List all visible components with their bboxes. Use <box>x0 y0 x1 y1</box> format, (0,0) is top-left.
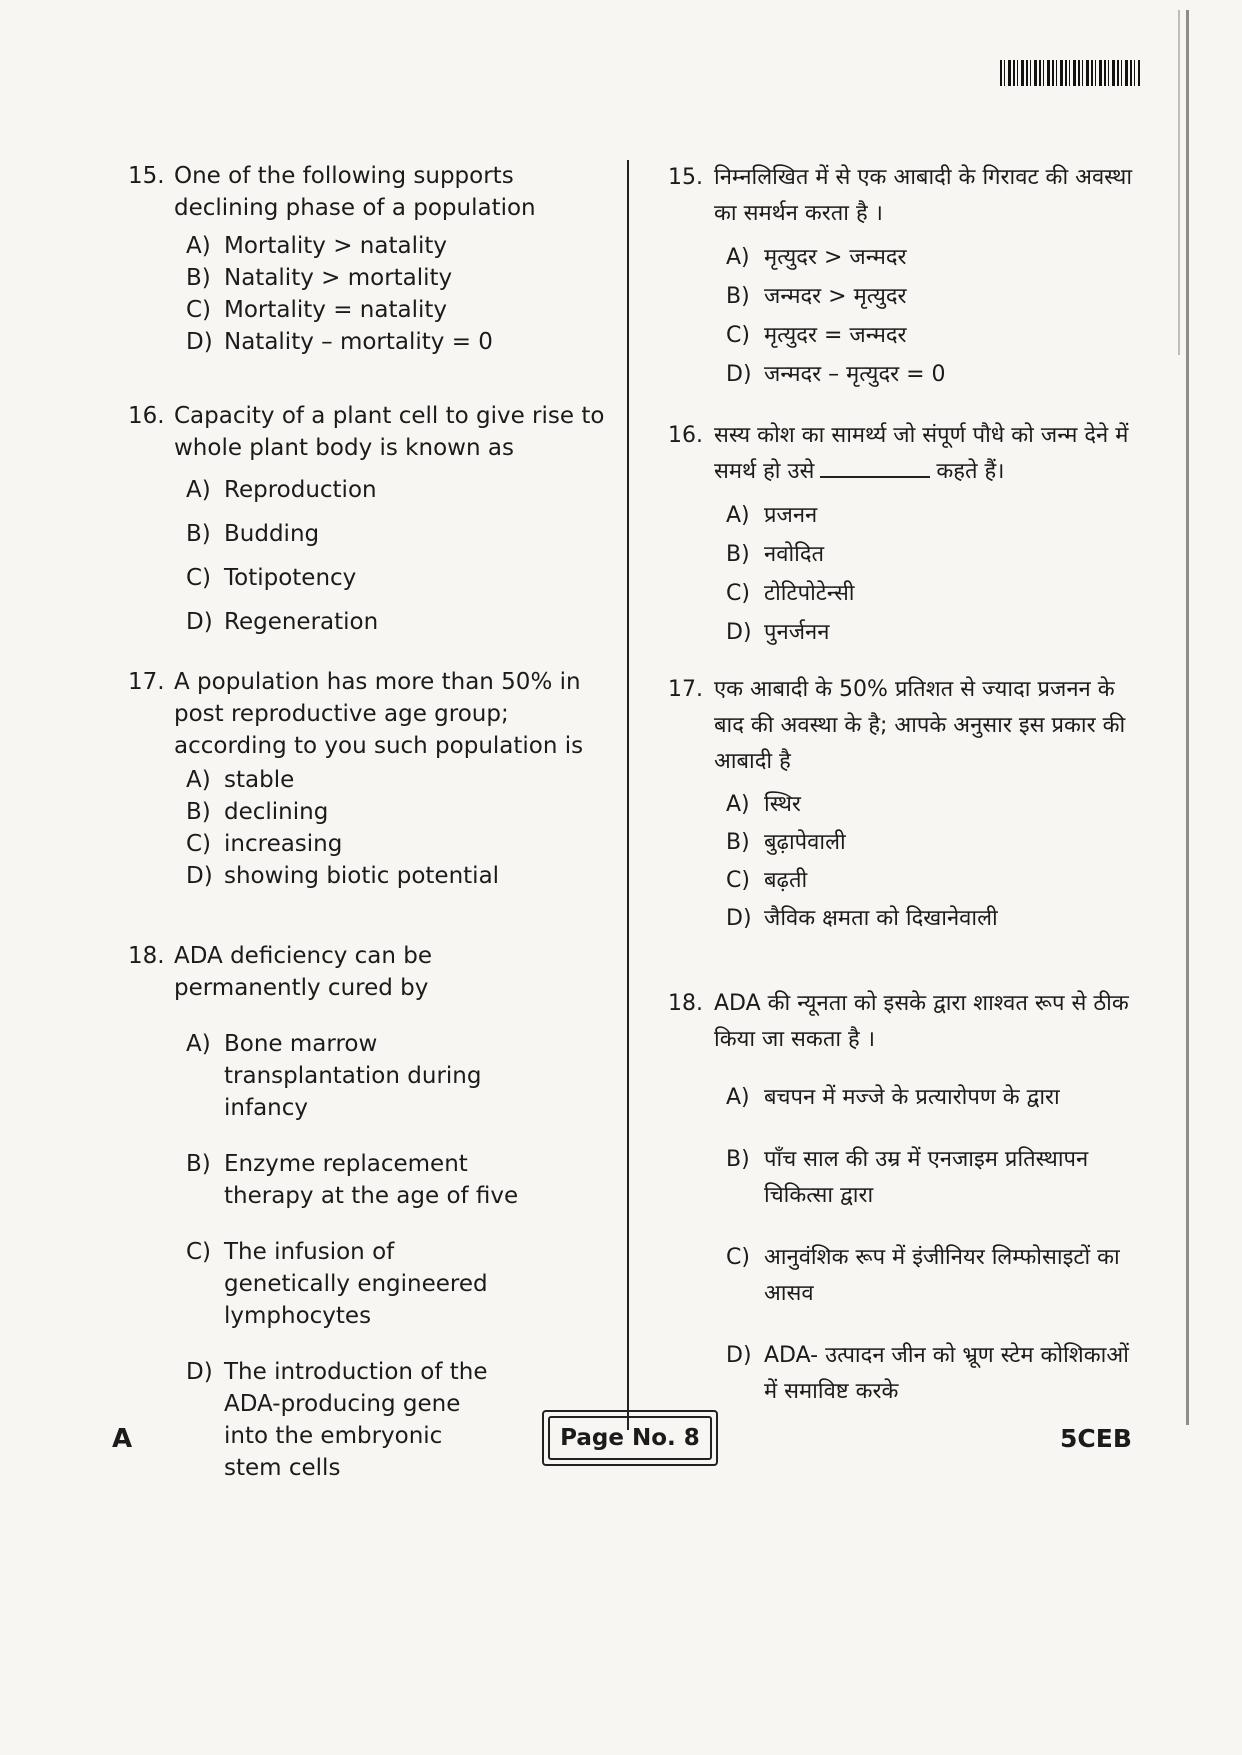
question-18-hindi <box>668 986 1148 1410</box>
question-text: निम्नलिखित में से एक आबादी के गिरावट की अवस्था का समर्थन करता है । <box>714 165 1133 226</box>
option-b: B) बुढ़ापेवाली <box>726 830 846 855</box>
option-d: D) ADA- उत्पादन जीन को भ्रूण स्टेम कोशिकाओं में समाविष्ट करके <box>726 1343 1129 1404</box>
option-b: B) पाँच साल की उम्र में एनजाइम प्रतिस्थापन चिकित्सा द्वारा <box>726 1147 1089 1208</box>
barcode <box>1000 60 1140 86</box>
option-c: C) Totipotency <box>186 565 357 591</box>
option-c: C) increasing <box>186 831 343 857</box>
question-15 <box>128 160 608 358</box>
option-a: A) stable <box>186 767 295 793</box>
question-text: सस्य कोश का सामर्थ्य जो संपूर्ण पौधे को जन्म देने में समर्थ हो उसे कहते हैं। <box>714 423 1129 484</box>
question-text: Capacity of a plant cell to give rise to whole plant body is known as <box>174 403 605 461</box>
question-number: 18. <box>668 991 703 1016</box>
option-d: D) The introduction of the ADA-producing gene into the embryonic stem cells <box>186 1359 488 1481</box>
option-a: A) Bone marrow transplantation during infancy <box>186 1031 482 1121</box>
question-text: ADA deficiency can be permanently cured by <box>174 943 433 1001</box>
option-a: A) स्थिर <box>726 792 801 817</box>
paper-series-label: A <box>112 1424 133 1454</box>
question-number: 16. <box>128 403 165 429</box>
option-c: C) मृत्युदर = जन्मदर <box>726 323 907 348</box>
question-text: One of the following supports declining phase of a population <box>174 163 536 221</box>
paper-code: 5CEB <box>1060 1424 1132 1453</box>
option-d: D) जैविक क्षमता को दिखानेवाली <box>726 906 998 931</box>
option-d: D) Regeneration <box>186 609 379 635</box>
question-text: A population has more than 50% in post reproductive age group; according to you such population is <box>174 669 584 759</box>
option-c: C) Mortality = natality <box>186 297 447 323</box>
question-number: 16. <box>668 423 703 448</box>
column-divider <box>627 160 629 1430</box>
question-15-hindi <box>668 160 1148 394</box>
question-number: 17. <box>128 669 165 695</box>
option-d: D) पुनर्जनन <box>726 620 830 645</box>
hindi-column <box>668 160 1148 1410</box>
option-b: B) नवोदित <box>726 542 825 567</box>
option-d: D) जन्मदर – मृत्युदर = 0 <box>726 362 946 387</box>
option-b: B) Enzyme replacement therapy at the age of five <box>186 1151 519 1209</box>
question-number: 17. <box>668 677 703 702</box>
option-c: C) आनुवंशिक रूप में इंजीनियर लिम्फोसाइटों का आसव <box>726 1245 1120 1306</box>
scan-edge-line <box>1186 10 1189 1425</box>
question-17 <box>128 666 608 892</box>
page-number-box <box>542 1410 718 1466</box>
option-c: C) बढ़ती <box>726 868 808 893</box>
english-column <box>128 160 608 1484</box>
option-d: D) Natality – mortality = 0 <box>186 329 493 355</box>
option-a: A) प्रजनन <box>726 503 818 528</box>
fill-in-blank <box>820 456 930 478</box>
question-number: 15. <box>128 163 165 189</box>
option-c: C) टोटिपोटेन्सी <box>726 581 855 606</box>
question-18 <box>128 940 608 1484</box>
question-16-hindi <box>668 418 1148 652</box>
question-17-hindi <box>668 672 1148 938</box>
option-b: B) Natality > mortality <box>186 265 453 291</box>
option-b: B) declining <box>186 799 329 825</box>
option-a: A) Mortality > natality <box>186 233 447 259</box>
question-text: ADA की न्यूनता को इसके द्वारा शाश्वत रूप से ठीक किया जा सकता है । <box>714 991 1129 1052</box>
option-a: A) Reproduction <box>186 477 377 503</box>
question-number: 18. <box>128 943 165 969</box>
option-c: C) The infusion of genetically engineered lymphocytes <box>186 1239 488 1329</box>
page-number: Page No. 8 <box>548 1416 712 1460</box>
scan-edge-line <box>1178 10 1180 355</box>
option-a: A) बचपन में मज्जे के प्रत्यारोपण के द्वारा <box>726 1085 1060 1110</box>
option-a: A) मृत्युदर > जन्मदर <box>726 245 907 270</box>
question-text: एक आबादी के 50% प्रतिशत से ज्यादा प्रजनन के बाद की अवस्था के है; आपके अनुसार इस प्रकार की आबादी है <box>714 677 1126 774</box>
question-number: 15. <box>668 165 703 190</box>
option-b: B) जन्मदर > मृत्युदर <box>726 284 907 309</box>
option-b: B) Budding <box>186 521 320 547</box>
question-16 <box>128 400 608 644</box>
option-d: D) showing biotic potential <box>186 863 500 889</box>
